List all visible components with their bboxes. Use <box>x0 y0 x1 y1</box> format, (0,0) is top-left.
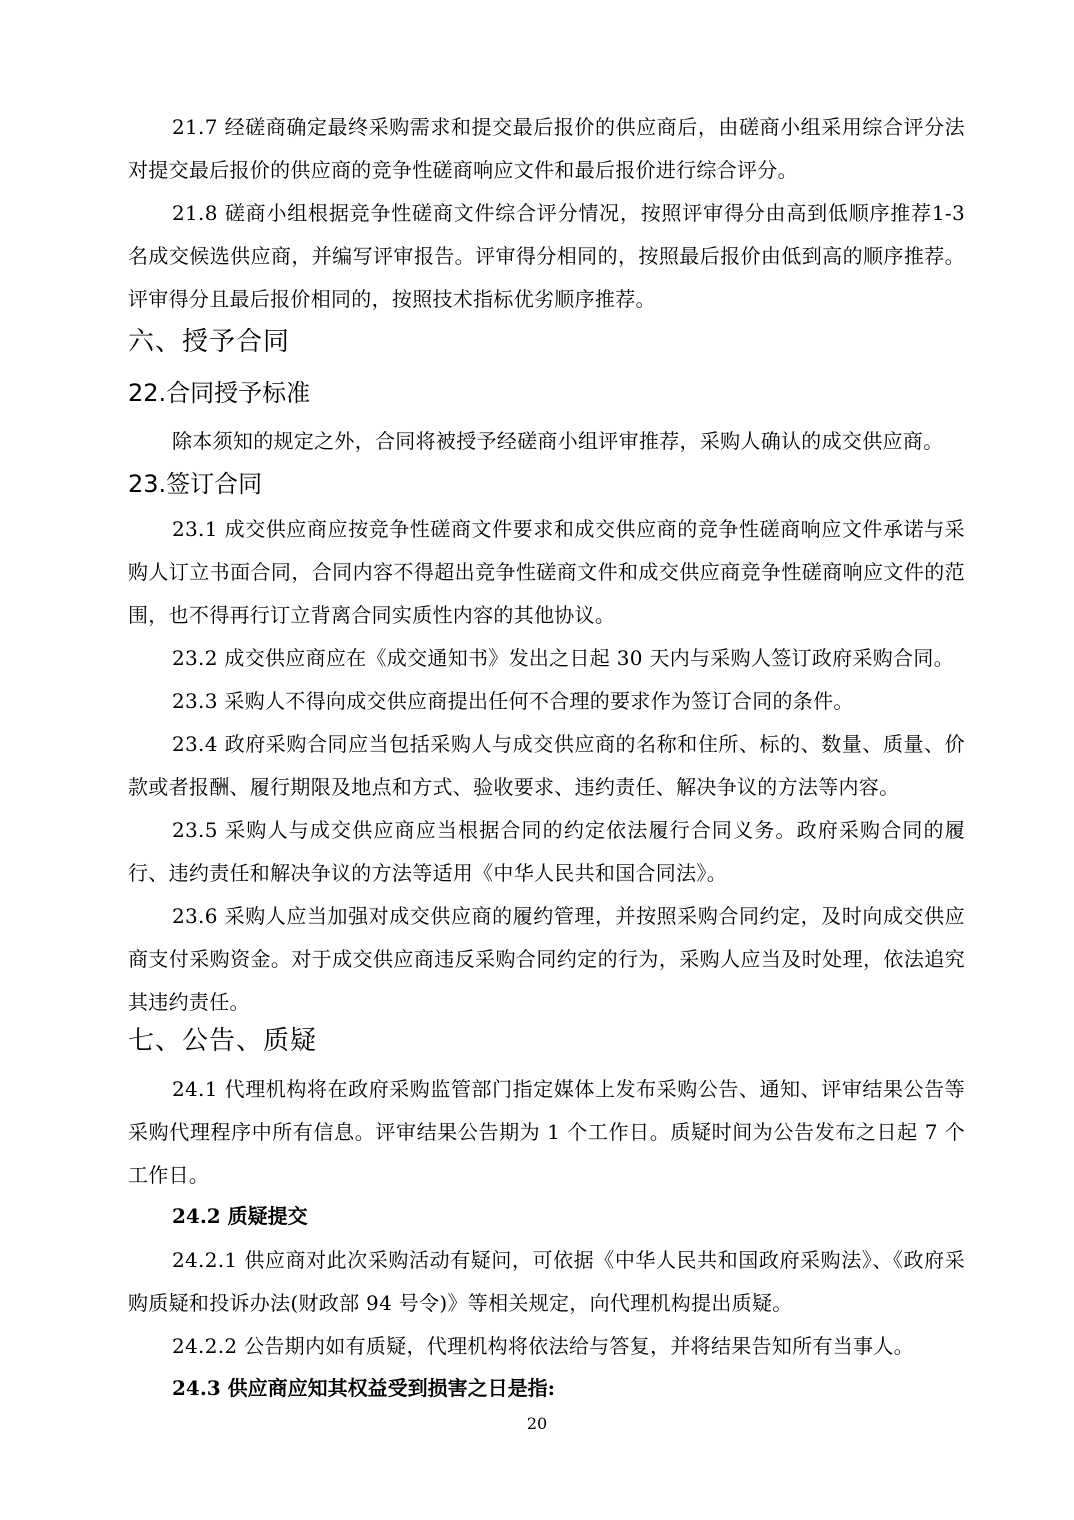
heading-22-award-criteria: 22.合同授予标准 <box>128 379 311 407</box>
page-number: 20 <box>526 1414 548 1433</box>
heading-24-2-query-submission: 24.2 质疑提交 <box>172 1204 308 1228</box>
section-heading-announcement-queries: 七、公告、质疑 <box>128 1026 318 1056</box>
paragraph-23-5: 23.5 采购人与成交供应商应当根据合同的约定依法履行合同义务。政府采购合同的履行、违约责任和解决争议的方法等适用《中华人民共和国合同法》。 <box>128 818 965 885</box>
heading-23-sign-contract: 23.签订合同 <box>128 470 263 498</box>
paragraph-22: 除本须知的规定之外，合同将被授予经磋商小组评审推荐，采购人确认的成交供应商。 <box>172 429 944 453</box>
paragraph-23-4: 23.4 政府采购合同应当包括采购人与成交供应商的名称和住所、标的、数量、质量、价款或者报酬、履行期限及地点和方式、验收要求、违约责任、解决争议的方法等内容。 <box>128 732 965 799</box>
paragraph-21-7: 21.7 经磋商确定最终采购需求和提交最后报价的供应商后，由磋商小组采用综合评分法对提交最后报价的供应商的竞争性磋商响应文件和最后报价进行综合评分。 <box>128 115 965 182</box>
heading-24-3-date-of-harm: 24.3 供应商应知其权益受到损害之日是指: <box>172 1376 556 1400</box>
paragraph-23-1: 23.1 成交供应商应按竞争性磋商文件要求和成交供应商的竞争性磋商响应文件承诺与采购人订立书面合同，合同内容不得超出竞争性磋商文件和成交供应商竞争性磋商响应文件的范围，也不得再行订立背离合同实质性内容的其他协议。 <box>128 517 965 627</box>
paragraph-23-2: 23.2 成交供应商应在《成交通知书》发出之日起 30 天内与采购人签订政府采购合同。 <box>172 646 954 670</box>
paragraph-24-2-1: 24.2.1 供应商对此次采购活动有疑问，可依据《中华人民共和国政府采购法》、《政府采购质疑和投诉办法(财政部 94 号令)》等相关规定，向代理机构提出质疑。 <box>128 1248 965 1315</box>
paragraph-21-8: 21.8 磋商小组根据竞争性磋商文件综合评分情况，按照评审得分由高到低顺序推荐1-3 名成交候选供应商，并编写评审报告。评审得分相同的，按照最后报价由低到高的顺序推荐。评审得分且最后报价相同的，按照技术指标优劣顺序推荐。 <box>128 201 965 311</box>
paragraph-23-3: 23.3 采购人不得向成交供应商提出任何不合理的要求作为签订合同的条件。 <box>172 689 854 713</box>
paragraph-24-2-2: 24.2.2 公告期内如有质疑，代理机构将依法给与答复，并将结果告知所有当事人。 <box>172 1334 914 1358</box>
paragraph-23-6: 23.6 采购人应当加强对成交供应商的履约管理，并按照采购合同约定，及时向成交供应商支付采购资金。对于成交供应商违反采购合同约定的行为，采购人应当及时处理，依法追究其违约责任。 <box>128 904 965 1014</box>
paragraph-24-1: 24.1 代理机构将在政府采购监管部门指定媒体上发布采购公告、通知、评审结果公告等采购代理程序中所有信息。评审结果公告期为 1 个工作日。质疑时间为公告发布之日起 7 个工作日。 <box>128 1077 965 1187</box>
section-heading-award-contract: 六、授予合同 <box>128 327 291 357</box>
